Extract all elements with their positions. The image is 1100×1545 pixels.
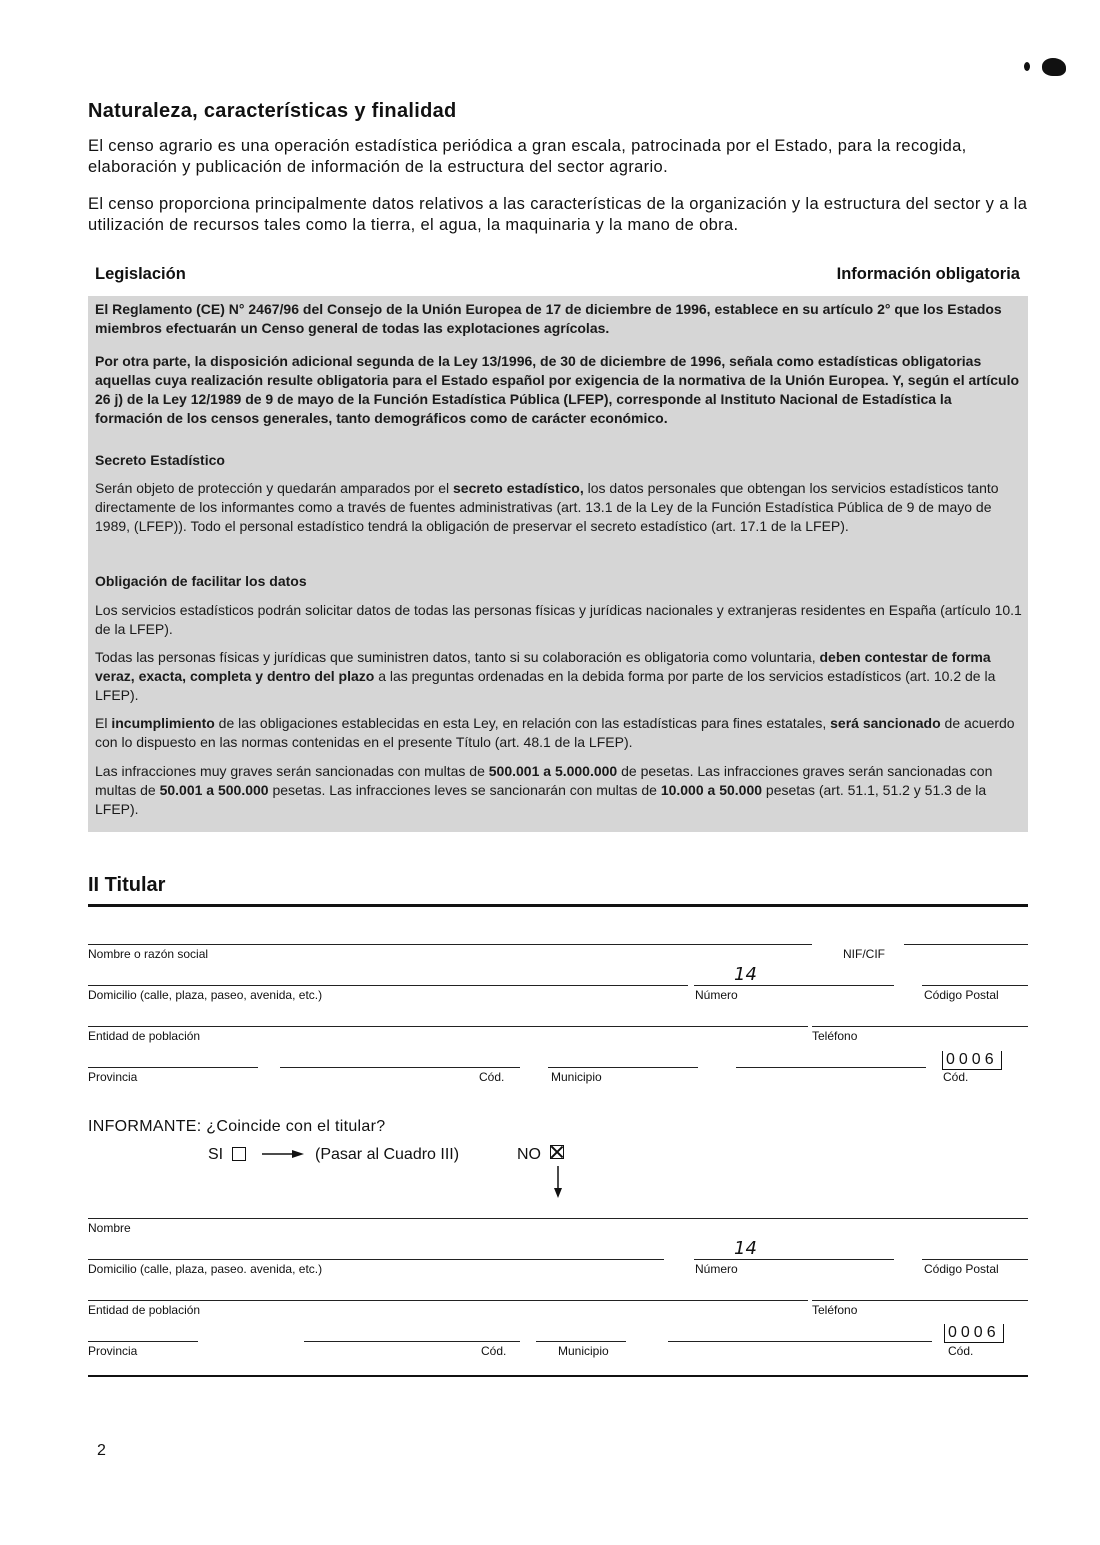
intro-paragraph-1: El censo agrario es una operación estadística periódica a gran escala, patrocinada por el Estado, para la recogida, elaboración y publicación de información de la estructura del sector agrario.	[88, 137, 967, 176]
label-informante-entidad: Entidad de población	[88, 1303, 201, 1317]
pasar-cuadro-text: (Pasar al Cuadro III)	[315, 1146, 460, 1163]
label-informante-numero: Número	[695, 1262, 738, 1276]
label-provincia: Provincia	[88, 1070, 138, 1084]
nif-field[interactable]	[904, 944, 1028, 945]
label-informante-telefono: Teléfono	[812, 1303, 858, 1317]
corner-mark-small	[1024, 62, 1030, 71]
informante-municipio-field-extension[interactable]	[668, 1341, 932, 1342]
codigo-postal-field[interactable]	[922, 985, 1028, 986]
informante-entidad-field[interactable]	[88, 1300, 808, 1301]
label-cod: Cód.	[479, 1070, 505, 1084]
section-end-rule	[88, 1375, 1028, 1377]
label-informante-municipio: Municipio	[558, 1344, 609, 1358]
numero-value: 14	[734, 964, 757, 985]
label-domicilio: Domicilio (calle, plaza, paseo, avenida, etc.)	[88, 988, 323, 1002]
arrow-down-icon	[553, 1166, 563, 1198]
label-informante-provincia: Provincia	[88, 1344, 138, 1358]
label-telefono: Teléfono	[812, 1029, 858, 1043]
informante-municipio-code-box[interactable]: 0006	[944, 1324, 1004, 1343]
label-informante-domicilio: Domicilio (calle, plaza, paseo. avenida, etc.)	[88, 1262, 323, 1276]
arrow-right-icon	[262, 1148, 304, 1160]
option-no-label: NO	[517, 1146, 541, 1163]
informante-nombre-field[interactable]	[88, 1218, 1028, 1219]
informante-codigo-postal-field[interactable]	[922, 1259, 1028, 1260]
informante-numero-field[interactable]	[694, 1259, 894, 1260]
intro-paragraph-2: El censo proporciona principalmente datos relativos a las características de la organización y la estructura del sector y a la utilización de recursos tales como la tierra, el agua, la maquinaria y la mano de obra.	[88, 195, 1028, 234]
numero-field[interactable]	[694, 985, 894, 986]
option-si-label: SI	[208, 1146, 224, 1163]
telefono-field[interactable]	[812, 1026, 1028, 1027]
label-municipio: Municipio	[551, 1070, 602, 1084]
section-title-titular: II Titular	[88, 874, 166, 896]
entidad-field[interactable]	[88, 1026, 808, 1027]
legal-paragraph-secreto: Serán objeto de protección y quedarán amparados por el secreto estadístico, los datos personales que obtengan los servicios estadísticos tanto directamente de los informantes como a través de fuentes administrativas (art. 13.1 de la Ley de la Función Estadística Pública de 9 de mayo de 1989, (LFEP)). Todo el personal estadístico tendrá la obligación de preservar el secreto estadístico (art. 17.1 de la LFEP).	[95, 480, 999, 534]
label-nombre: Nombre o razón social	[88, 947, 209, 961]
checkbox-no[interactable]	[550, 1145, 564, 1159]
page-number: 2	[97, 1442, 106, 1459]
legal-paragraph-obligacion-2: Todas las personas físicas y jurídicas que suministren datos, tanto si su colaboración es obligatoria como voluntaria, deben contestar de forma veraz, exacta, completa y dentro del plazo a las preguntas ordenadas en la debida forma por parte de los servicios estadísticos (art. 10.2 de la LFEP).	[95, 649, 996, 703]
label-cod-municipio: Cód.	[943, 1070, 969, 1084]
label-entidad: Entidad de población	[88, 1029, 201, 1043]
informante-question: INFORMANTE: ¿Coincide con el titular?	[88, 1118, 386, 1135]
provincia-code-field[interactable]	[280, 1067, 520, 1068]
informante-provincia-field[interactable]	[88, 1341, 198, 1342]
label-numero: Número	[695, 988, 738, 1002]
municipio-field[interactable]	[548, 1067, 698, 1068]
domicilio-field[interactable]	[88, 985, 688, 986]
legal-paragraph-obligacion-1: Los servicios estadísticos podrán solicitar datos de todas las personas físicas y jurídicas nacionales y extranjeras residentes en España (artículo 10.1 de la LFEP).	[95, 602, 1022, 637]
heading-obligacion: Obligación de facilitar los datos	[95, 573, 307, 589]
legal-paragraph-obligacion-3: El incumplimiento de las obligaciones establecidas en esta Ley, en relación con las estadísticas para fines estatales, será sancionado de acuerdo con lo dispuesto en las normas contenidas en el presente Título (art. 48.1 de la LFEP).	[95, 715, 1015, 750]
corner-mark	[1042, 58, 1066, 76]
informante-telefono-field[interactable]	[812, 1300, 1028, 1301]
subheading-informacion-obligatoria: Información obligatoria	[836, 265, 1020, 283]
informante-provincia-code-field[interactable]	[304, 1341, 520, 1342]
section-rule	[88, 904, 1028, 907]
municipio-code-box[interactable]: 0006	[942, 1051, 1002, 1070]
subheading-legislacion: Legislación	[95, 265, 186, 283]
legal-paragraph-sanciones: Las infracciones muy graves serán sancionadas con multas de 500.001 a 5.000.000 de pesetas. Las infracciones graves serán sancionadas con multas de 50.001 a 500.000 pesetas. Las infracciones leves se sancionarán con multas de 10.000 a 50.000 pesetas (art. 51.1, 51.2 y 51.3 de la LFEP).	[95, 763, 993, 817]
label-informante-cod-municipio: Cód.	[948, 1344, 974, 1358]
nombre-field[interactable]	[88, 944, 812, 945]
provincia-field[interactable]	[88, 1067, 258, 1068]
legal-paragraph-ley: Por otra parte, la disposición adicional segunda de la Ley 13/1996, de 30 de diciembre de 1996, señala como estadísticas obligatorias aquellas cuya realización resulte obligatoria para el Estado español por exigencia de la normativa de la Unión Europea. Y, según el artículo 26 j) de la Ley 12/1989 de 9 de mayo de la Función Estadística Pública (LFEP), corresponde al Instituto Nacional de Estadística la formación de los censos generales, tanto demográficos como de carácter económico.	[95, 353, 1020, 426]
checkbox-si[interactable]	[232, 1147, 246, 1161]
label-informante-codigo-postal: Código Postal	[924, 1262, 999, 1276]
heading-secreto-estadistico: Secreto Estadístico	[95, 452, 225, 468]
informante-municipio-field[interactable]	[536, 1341, 626, 1342]
municipio-field-extension[interactable]	[736, 1067, 926, 1068]
informante-domicilio-field[interactable]	[88, 1259, 664, 1260]
section-title-naturaleza: Naturaleza, características y finalidad	[88, 100, 457, 122]
label-informante-nombre: Nombre	[88, 1221, 131, 1235]
label-informante-cod: Cód.	[481, 1344, 507, 1358]
informante-numero-value: 14	[734, 1238, 757, 1259]
legal-paragraph-reglamento: El Reglamento (CE) N° 2467/96 del Consejo de la Unión Europea de 17 de diciembre de 1996, establece en su artículo 2° que los Estados miembros efectuarán un Censo general de todas las explotaciones agrícolas.	[95, 301, 1002, 336]
label-codigo-postal: Código Postal	[924, 988, 999, 1002]
label-nif: NIF/CIF	[843, 947, 885, 961]
